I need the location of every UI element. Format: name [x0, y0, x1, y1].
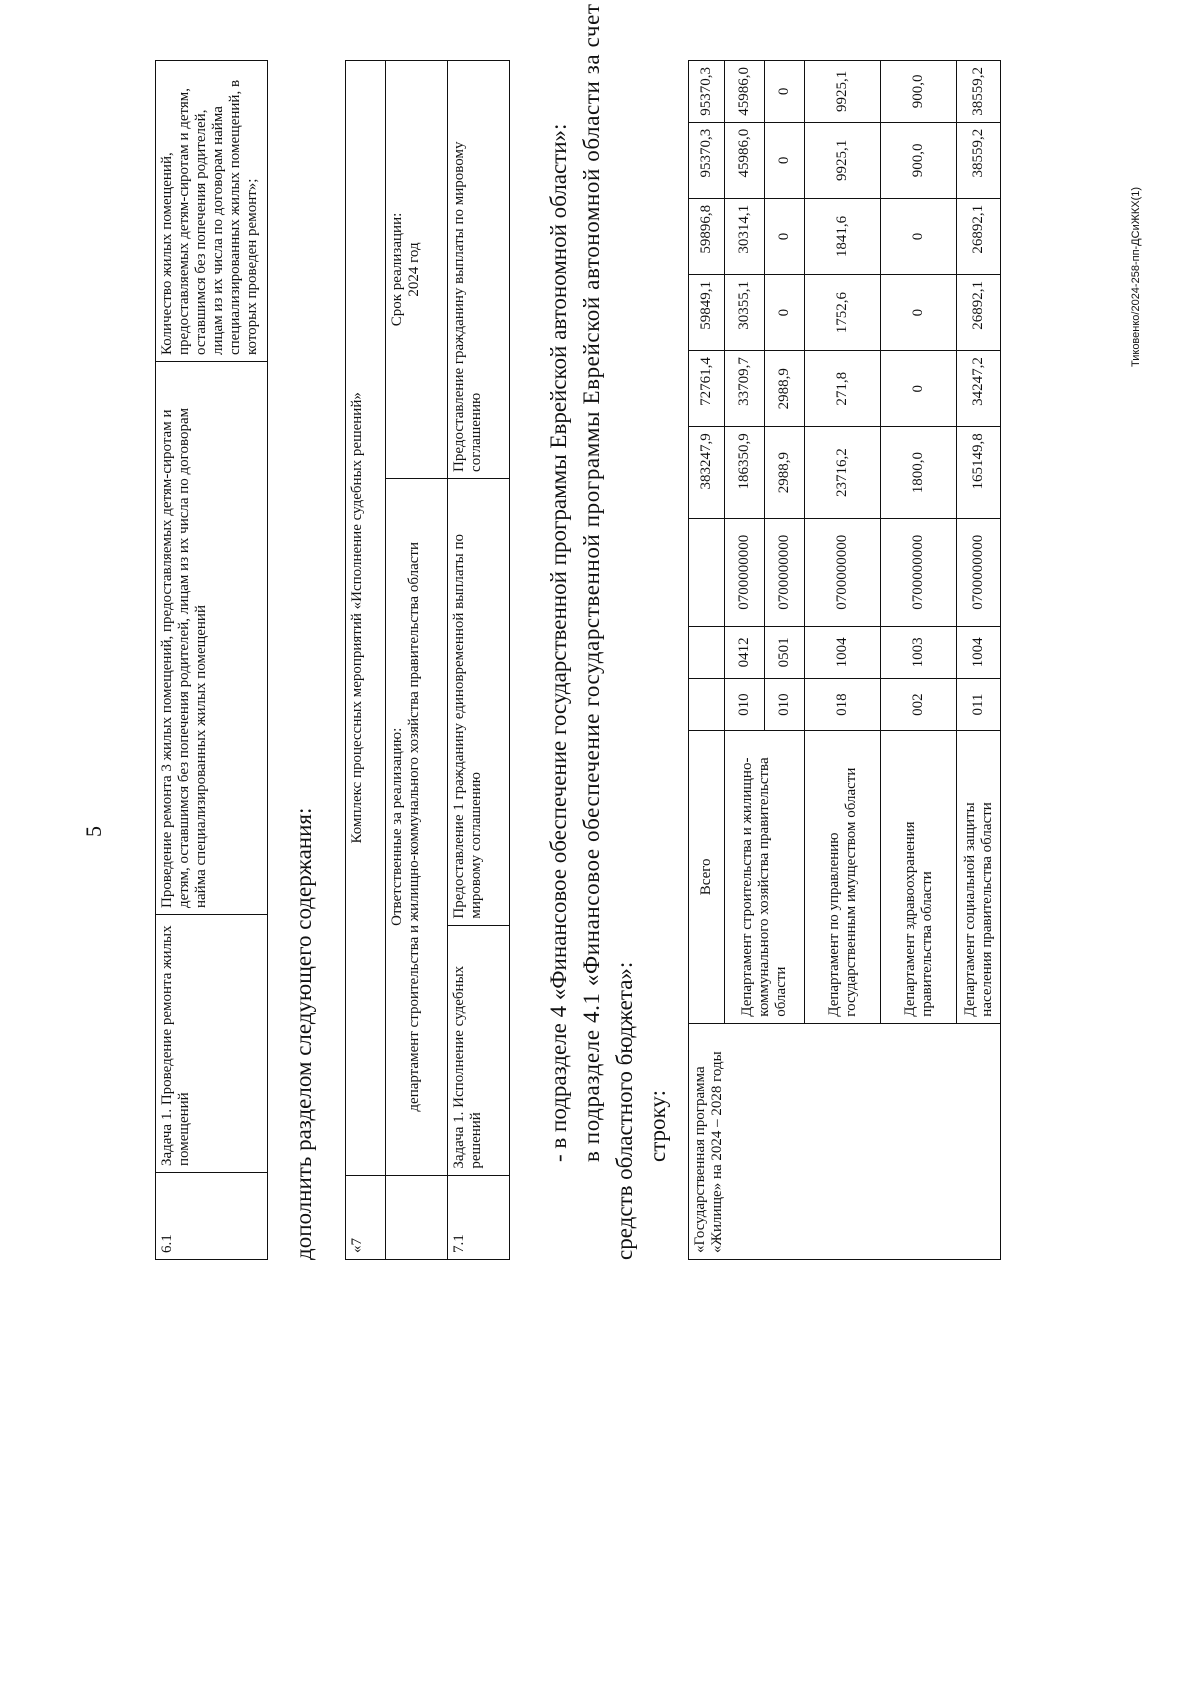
table-cell — [689, 679, 725, 731]
table-cell: 2988,9 — [765, 427, 805, 519]
table-cell: 165149,8 — [957, 427, 1001, 519]
task-name: Задача 1. Исполнение судебных решений — [448, 925, 510, 1175]
table-cell — [689, 626, 725, 678]
table-cell: 9925,1 — [805, 122, 881, 198]
section-number: «7 — [346, 1175, 386, 1259]
table-cell: 0501 — [765, 626, 805, 678]
table-cell: 26892,1 — [957, 275, 1001, 351]
table-cell: 38559,2 — [957, 122, 1001, 198]
task-description: Проведение ремонта 3 жилых помещений, предоставляемых детям-сиротам и детям, оставшимся без попечения родителей, лицам из их числа по договорам найма специализированных жилых помещений — [156, 362, 268, 915]
table-cell: 186350,9 — [725, 427, 765, 519]
table-cell: 1004 — [957, 626, 1001, 678]
table-cell: 1003 — [881, 626, 957, 678]
table-cell: 95370,3 — [689, 122, 725, 198]
table-cell: 0 — [881, 275, 957, 351]
page-number: 5 — [81, 826, 106, 837]
responsible-value: департамент строительства и жилищно-коммунального хозяйства правительства области — [406, 542, 422, 1112]
paragraph-row: строку: — [645, 1090, 670, 1162]
paragraph-subsection-4-1: в подразделе 4.1 «Финансовое обеспечение государственной программы Еврейской автономной области за счет — [579, 3, 604, 1162]
table-cell — [689, 518, 725, 626]
table-cell: 1800,0 — [881, 427, 957, 519]
table-cell: 271,8 — [805, 351, 881, 427]
task-result: Предоставление гражданину выплаты по мировому соглашению — [448, 61, 510, 479]
term-label: Срок реализации: — [389, 212, 405, 327]
table-cell: Департамент по управлению государственным имуществом области — [805, 731, 881, 1024]
table-cell: 383247,9 — [689, 427, 725, 519]
table-cell: 0700000000 — [957, 518, 1001, 626]
table-cell: 95370,3 — [689, 61, 725, 123]
table-cell: 9925,1 — [805, 61, 881, 123]
complex-table-7 — [345, 60, 510, 1260]
table-cell: 45986,0 — [725, 61, 765, 123]
table-cell: 0700000000 — [765, 518, 805, 626]
table-cell: 38559,2 — [957, 61, 1001, 123]
table-cell: Департамент строительства и жилищно-коммунального хозяйства правительства области — [725, 731, 805, 1024]
table-cell: Департамент социальной защиты населения правительства области — [957, 731, 1001, 1024]
task-description: Предоставление 1 гражданину единовременной выплаты по мировому соглашению — [448, 478, 510, 925]
paragraph-subsection-4-1-cont: средств областного бюджета»: — [612, 961, 637, 1260]
supplement-line: дополнить разделом следующего содержания: — [291, 807, 316, 1260]
table-cell: 1004 — [805, 626, 881, 678]
table-cell: 900,0 — [881, 61, 957, 123]
task-result: Количество жилых помещений, предоставляемых детям-сиротам и детям, оставшимся без попечения родителей, лицам из их числа по договорам найма специализированных жилых помещений, в которых проведен ремонт»; — [156, 61, 268, 362]
table-cell: 0700000000 — [881, 518, 957, 626]
table-cell: 0700000000 — [805, 518, 881, 626]
task-table-6 — [155, 60, 268, 1260]
table-cell: 59849,1 — [689, 275, 725, 351]
table-cell: 0700000000 — [725, 518, 765, 626]
term-cell — [386, 61, 448, 479]
table-cell: 1841,6 — [805, 198, 881, 274]
row-number: 7.1 — [448, 1175, 510, 1259]
table-cell: 010 — [765, 679, 805, 731]
table-cell: Всего — [689, 731, 725, 1024]
table-cell: 2988,9 — [765, 351, 805, 427]
table-cell: Департамент здравоохранения правительства области — [881, 731, 957, 1024]
table-cell: 0 — [765, 275, 805, 351]
table-cell: 011 — [957, 679, 1001, 731]
table-cell: 33709,7 — [725, 351, 765, 427]
table-cell: 0412 — [725, 626, 765, 678]
table-cell: 0 — [765, 198, 805, 274]
table-cell: 1752,6 — [805, 275, 881, 351]
table-cell: 59896,8 — [689, 198, 725, 274]
document-footer: Тиковенко/2024-258-пп-ДСиЖКХ(1) — [1130, 186, 1142, 367]
table-cell: 30355,1 — [725, 275, 765, 351]
table-cell: 0 — [881, 351, 957, 427]
table-cell: 010 — [725, 679, 765, 731]
table-cell: 0 — [881, 198, 957, 274]
financing-table — [688, 60, 1001, 1260]
paragraph-subsection-4: - в подразделе 4 «Финансовое обеспечение государственной программы Еврейской автономной области»: — [546, 123, 571, 1162]
table-cell: 018 — [805, 679, 881, 731]
table-cell: 002 — [881, 679, 957, 731]
table-cell: 26892,1 — [957, 198, 1001, 274]
complex-title: Комплекс процессных мероприятий «Исполнение судебных решений» — [346, 61, 386, 1176]
table-cell: 0 — [765, 61, 805, 123]
table-cell: 23716,2 — [805, 427, 881, 519]
task-name: Задача 1. Проведение ремонта жилых помещений — [156, 915, 268, 1173]
row-number: 6.1 — [156, 1173, 268, 1260]
responsible-cell — [386, 478, 448, 1175]
table-cell: 30314,1 — [725, 198, 765, 274]
table-cell: 34247,2 — [957, 351, 1001, 427]
term-value: 2024 год — [406, 242, 422, 297]
table-cell: 0 — [765, 122, 805, 198]
table-cell: 72761,4 — [689, 351, 725, 427]
program-name: «Государственная программа «Жилище» на 2024 – 2028 годы — [689, 1023, 1001, 1259]
table-cell: 45986,0 — [725, 122, 765, 198]
table-cell: 900,0 — [881, 122, 957, 198]
responsible-label: Ответственные за реализацию: — [389, 727, 405, 926]
